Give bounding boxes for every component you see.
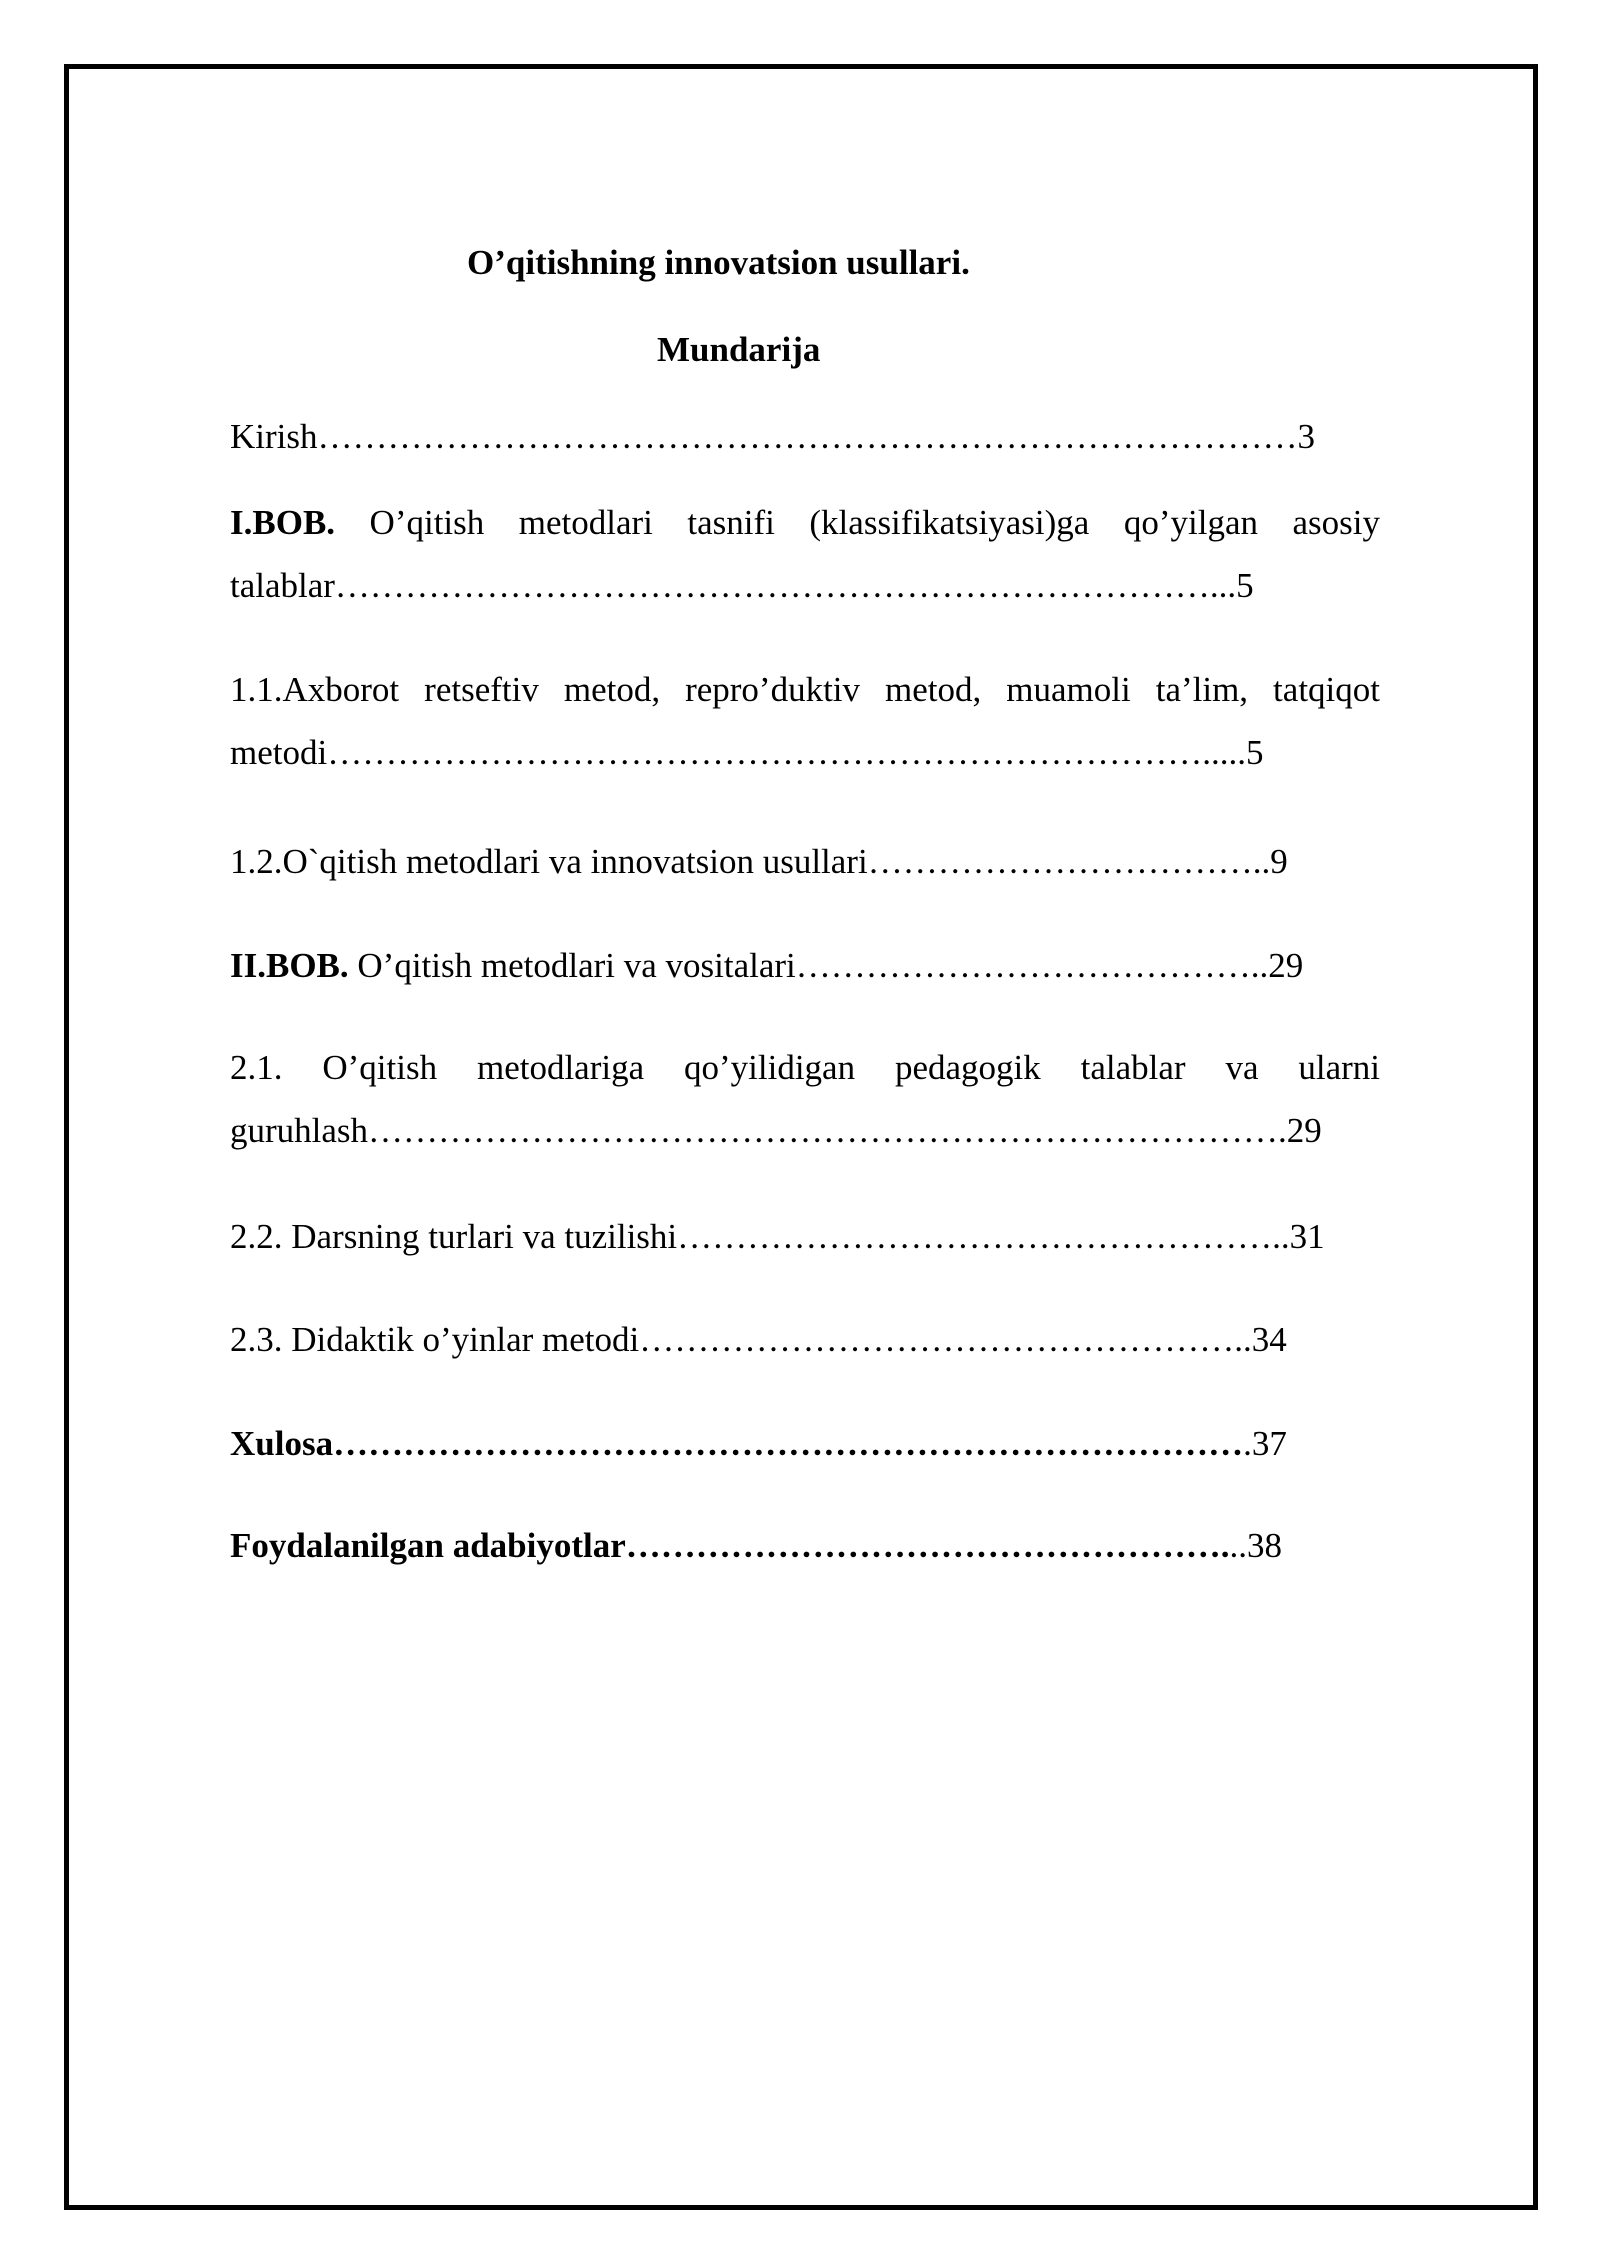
toc-entry-text-line2: metodi………………………………………………………………….....5 <box>230 733 1264 772</box>
toc-entry-references[interactable] <box>230 1514 1380 1577</box>
toc-entry-text-line2: guruhlash…………………………………………………………………….29 <box>230 1111 1322 1150</box>
toc-entry-2-2[interactable] <box>230 1205 1380 1268</box>
toc-entry-text: Kirish…………………………………………………………………………3 <box>230 417 1315 456</box>
toc-entry-chapter-1[interactable] <box>230 491 1380 617</box>
toc-entry-text-line2: talablar…………………………………………………………………...5 <box>230 566 1254 605</box>
toc-entry-text-line1: 2.1. O’qitish metodlariga qo’yilidigan pedagogik talablar va ularni <box>230 1048 1380 1087</box>
toc-entry-chapter-2[interactable] <box>230 934 1380 997</box>
toc-entry-2-3[interactable] <box>230 1308 1380 1371</box>
toc-entry-text: 1.2.O`qitish metodlari va innovatsion usullari……………………………..9 <box>230 842 1288 881</box>
toc-entry-xulosa[interactable] <box>230 1412 1380 1475</box>
toc-entry-text-line1: 1.1.Axborot retseftiv metod, repro’duktiv metod, muamoli ta’lim, tatqiqot <box>230 670 1380 709</box>
toc-entry-text: O’qitish metodlari va vositalari…………………………………..29 <box>348 946 1304 985</box>
toc-entry-page: .37 <box>1243 1424 1287 1463</box>
toc-entry-prefix: I.BOB. <box>230 503 336 542</box>
toc-entry-text-line1: O’qitish metodlari tasnifi (klassifikatsiyasi)ga qo’yilgan asosiy <box>335 503 1380 542</box>
toc-entry-kirish[interactable] <box>230 405 1380 468</box>
toc-entry-prefix: II.BOB. <box>230 946 349 985</box>
toc-entry-text: 2.3. Didaktik o’yinlar metodi……………………………………………..34 <box>230 1320 1287 1359</box>
toc-entry-text: 2.2. Darsning turlari va tuzilishi……………………………………………..31 <box>230 1217 1325 1256</box>
toc-entry-2-1[interactable] <box>230 1036 1380 1162</box>
document-title: O’qitishning innovatsion usullari. <box>467 243 970 282</box>
toc-entry-1-1[interactable] <box>230 658 1380 784</box>
toc-entry-label: Xulosa…………………………………………………………………… <box>230 1424 1244 1463</box>
toc-heading: Mundarija <box>657 330 821 369</box>
toc-entry-label: Foydalanilgan adabiyotlar……………………………………………. <box>230 1526 1230 1565</box>
toc-entry-page: ..38 <box>1229 1526 1283 1565</box>
toc-entry-1-2[interactable] <box>230 830 1380 893</box>
